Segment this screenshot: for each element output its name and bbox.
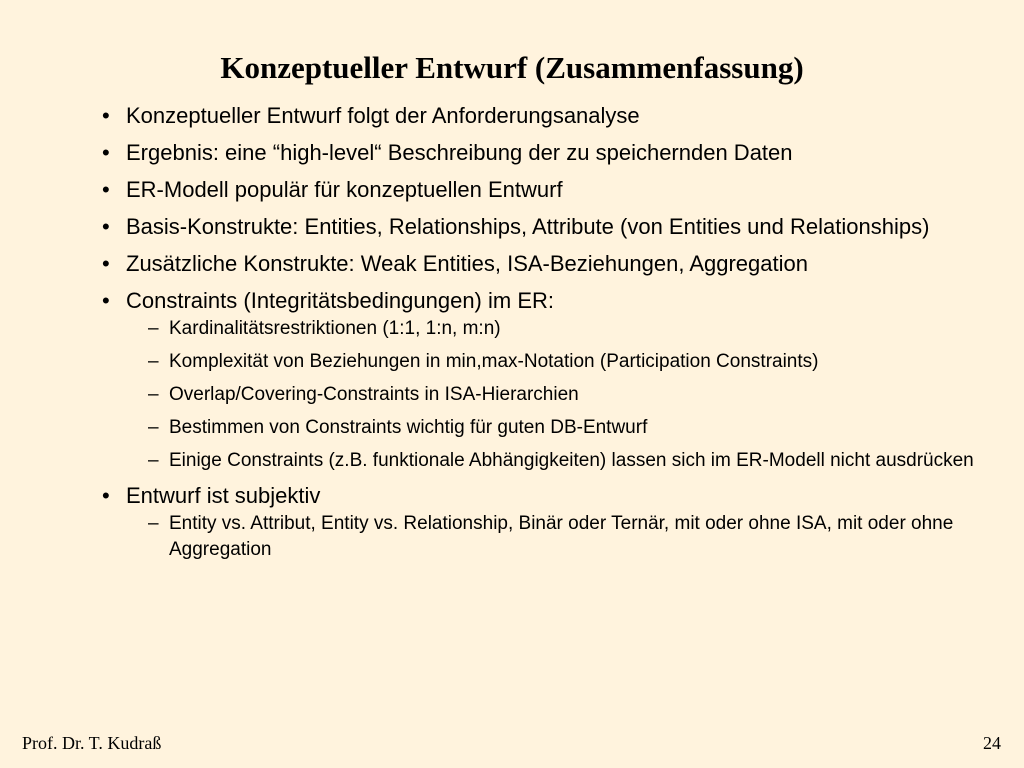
bullet-text: Basis-Konstrukte: Entities, Relationships, Attribute (von Entities und Relationships) bbox=[126, 214, 930, 239]
sub-bullet-item bbox=[126, 511, 980, 563]
footer-author: Prof. Dr. T. Kudraß bbox=[22, 733, 162, 753]
dash-marker: – bbox=[148, 318, 159, 339]
bullet-item bbox=[100, 212, 980, 242]
sub-bullet-item bbox=[126, 415, 980, 441]
bullet-text: ER-Modell populär für konzeptuellen Entwurf bbox=[126, 177, 563, 202]
slide-content bbox=[100, 101, 980, 563]
bullet-item bbox=[100, 175, 980, 205]
bullet-item bbox=[100, 101, 980, 131]
bullet-text: Zusätzliche Konstrukte: Weak Entities, ISA-Beziehungen, Aggregation bbox=[126, 251, 808, 276]
bullet-text: Konzeptueller Entwurf folgt der Anforderungsanalyse bbox=[126, 103, 640, 128]
footer-page-number: 24 bbox=[983, 733, 1001, 753]
bullet-item bbox=[100, 481, 980, 563]
bullet-marker: • bbox=[102, 483, 110, 508]
dash-marker: – bbox=[148, 384, 159, 405]
dash-marker: – bbox=[148, 513, 159, 534]
bullet-item bbox=[100, 249, 980, 279]
dash-marker: – bbox=[148, 450, 159, 471]
bullet-marker: • bbox=[102, 103, 110, 128]
dash-marker: – bbox=[148, 417, 159, 438]
sub-bullet-item bbox=[126, 382, 980, 408]
sub-bullet-text: Komplexität von Beziehungen in min,max-Notation (Participation Constraints) bbox=[169, 351, 819, 372]
sub-bullet-text: Entity vs. Attribut, Entity vs. Relationship, Binär oder Ternär, mit oder ohne ISA, mit oder ohne Aggregation bbox=[169, 513, 954, 560]
bullet-marker: • bbox=[102, 288, 110, 313]
sub-bullet-text: Overlap/Covering-Constraints in ISA-Hierarchien bbox=[169, 384, 579, 405]
sub-bullet-list bbox=[126, 316, 980, 474]
bullet-marker: • bbox=[102, 251, 110, 276]
sub-bullet-text: Einige Constraints (z.B. funktionale Abhängigkeiten) lassen sich im ER-Modell nicht ausdrücken bbox=[169, 450, 974, 471]
bullet-text: Entwurf ist subjektiv bbox=[126, 483, 321, 508]
sub-bullet-list bbox=[126, 511, 980, 563]
slide-title: Konzeptueller Entwurf (Zusammenfassung) bbox=[220, 50, 804, 85]
dash-marker: – bbox=[148, 351, 159, 372]
bullet-item bbox=[100, 138, 980, 168]
bullet-text: Constraints (Integritätsbedingungen) im ER: bbox=[126, 288, 554, 313]
sub-bullet-item bbox=[126, 448, 980, 474]
bullet-marker: • bbox=[102, 177, 110, 202]
bullet-item bbox=[100, 286, 980, 474]
bullet-text: Ergebnis: eine “high-level“ Beschreibung der zu speichernden Daten bbox=[126, 140, 793, 165]
sub-bullet-item bbox=[126, 316, 980, 342]
bullet-list bbox=[100, 101, 980, 563]
sub-bullet-item bbox=[126, 349, 980, 375]
sub-bullet-text: Bestimmen von Constraints wichtig für guten DB-Entwurf bbox=[169, 417, 648, 438]
sub-bullet-text: Kardinalitätsrestriktionen (1:1, 1:n, m:n) bbox=[169, 318, 501, 339]
bullet-marker: • bbox=[102, 140, 110, 165]
bullet-marker: • bbox=[102, 214, 110, 239]
